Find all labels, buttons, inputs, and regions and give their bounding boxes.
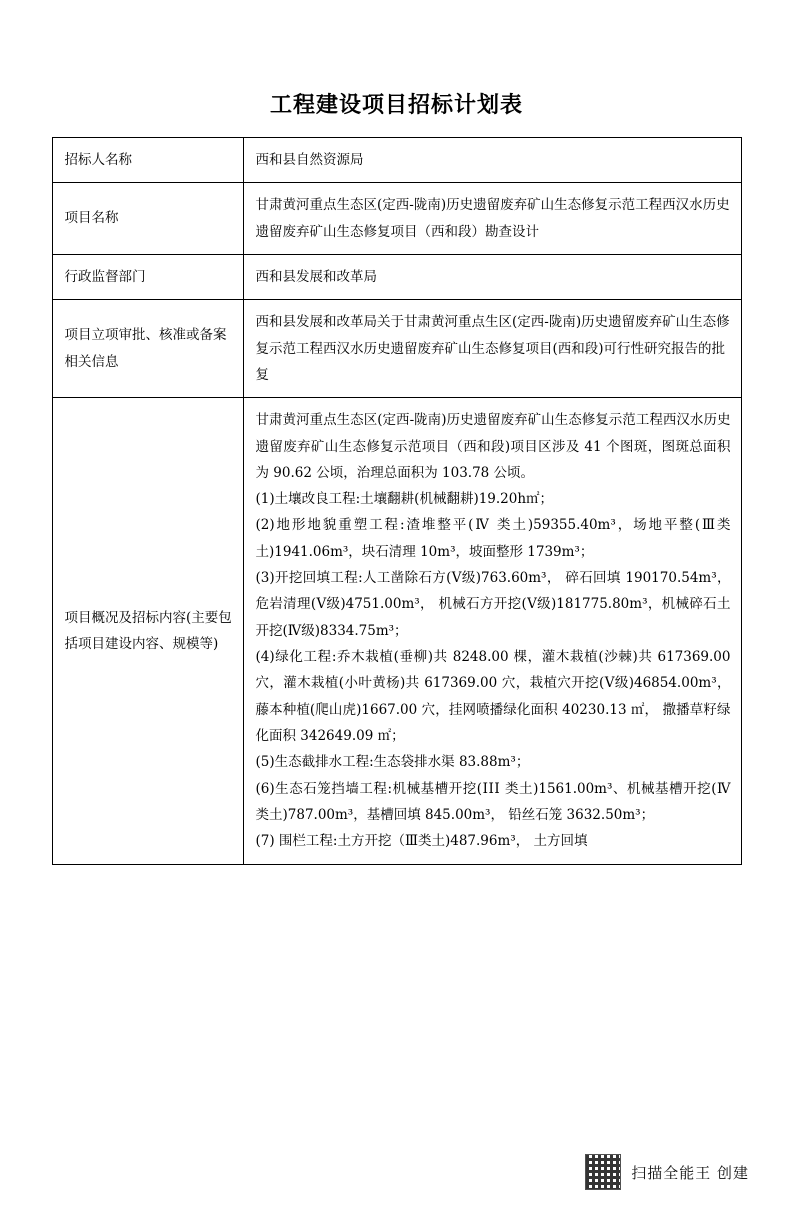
table-row (52, 398, 741, 864)
watermark-label: 扫描全能王 创建 (631, 1163, 749, 1182)
watermark-footer (585, 1154, 749, 1190)
qr-code-icon (585, 1154, 621, 1190)
table-row (52, 254, 741, 299)
row-label-project-name: 项目名称 (52, 183, 243, 255)
row-value-project-name: 甘肃黄河重点生态区(定西-陇南)历史遗留废弃矿山生态修复示范工程西汉水历史遗留废弃矿山生态修复项目（西和段）勘查设计 (243, 183, 741, 255)
row-value-bidder-name: 西和县自然资源局 (243, 138, 741, 183)
overview-item-3: (3)开挖回填工程:人工凿除石方(Ⅴ级)763.60m³， 碎石回填 190170.54m³，危岩清理(Ⅴ级)4751.00m³， 机械石方开挖(Ⅴ级)181775.80m³，机械碎石土开挖(Ⅳ级)8334.75m³； (255, 570, 731, 639)
document-page (0, 88, 793, 1210)
row-label-approval-info: 项目立项审批、核准或备案相关信息 (52, 300, 243, 398)
row-value-supervision-dept: 西和县发展和改革局 (243, 254, 741, 299)
row-label-bidder-name: 招标人名称 (52, 138, 243, 183)
row-value-approval-info: 西和县发展和改革局关于甘肃黄河重点生区(定西-陇南)历史遗留废弃矿山生态修复示范工程西汉水历史遗留废弃矿山生态修复项目(西和段)可行性研究报告的批复 (243, 300, 741, 398)
bidding-plan-table (52, 137, 742, 865)
overview-item-6: (6)生态石笼挡墙工程:机械基槽开挖(ⅠⅠⅠ 类土)1561.00m³、机械基槽开挖(Ⅳ 类土)787.00m³，基槽回填 845.00m³， 铅丝石笼 3632.50m³； (255, 780, 731, 823)
overview-paragraph-intro: 甘肃黄河重点生态区(定西-陇南)历史遗留废弃矿山生态修复示范工程西汉水历史遗留废弃矿山生态修复示范项目（西和段)项目区涉及 41 个图斑，图斑总面积为 90.62 公顷，治理总面积为 103.78 公顷。 (255, 412, 731, 481)
overview-item-7: (7) 围栏工程:土方开挖（Ⅲ类土)487.96m³， 土方回填 (255, 833, 588, 850)
page-title: 工程建设项目招标计划表 (269, 92, 523, 118)
overview-item-5: (5)生态截排水工程:生态袋排水渠 83.88m³； (255, 754, 530, 771)
row-value-project-overview (243, 398, 741, 864)
overview-item-4: (4)绿化工程:乔木栽植(垂柳)共 8248.00 棵，灌木栽植(沙棘)共 617369.00 穴，灌木栽植(小叶黄杨)共 617369.00 穴，栽植穴开挖(Ⅴ级)46854.00m³，藤本种植(爬山虎)1667.00 穴，挂网喷播绿化面积 40230.13 ㎡， 撒播草籽绿化面积 342649.09 ㎡； (255, 649, 731, 744)
table-row (52, 183, 741, 255)
overview-item-1: (1)土壤改良工程:土壤翻耕(机械翻耕)19.20h㎡； (255, 491, 554, 508)
row-label-project-overview: 项目概况及招标内容(主要包括项目建设内容、规模等) (52, 398, 243, 864)
row-label-supervision-dept: 行政监督部门 (52, 254, 243, 299)
table-row (52, 138, 741, 183)
table-row (52, 300, 741, 398)
overview-item-2: (2)地形地貌重塑工程:渣堆整平(Ⅳ 类土)59355.40m³，场地平整(Ⅲ类土)1941.06m³，块石清理 10m³，坡面整形 1739m³； (255, 517, 731, 560)
